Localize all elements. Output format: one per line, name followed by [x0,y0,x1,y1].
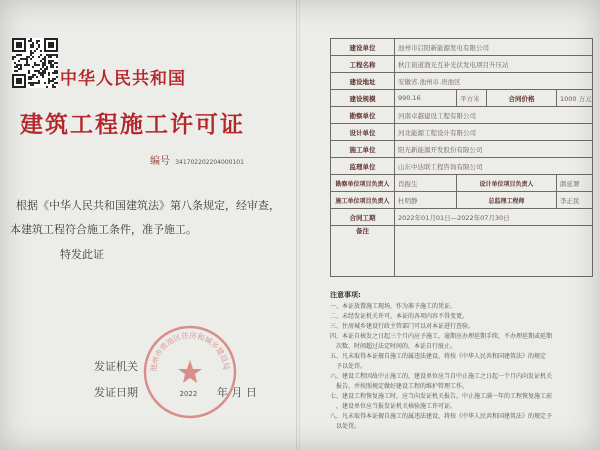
project-info-table [330,38,593,277]
table-row [331,141,593,158]
qr-code-icon [12,38,58,88]
issue-date-label: 发证日期 [94,386,138,399]
note-item: 以处罚。 [336,423,361,430]
scale-value: 990.16 [395,90,457,107]
country-heading: 中华人民共和国 [60,69,186,89]
remark-label: 备注 [331,226,395,277]
price-cell [557,90,593,107]
contract-period-value: 2022年01月01日—2022年07月30日 [395,209,593,226]
note-item: 一、本证放置施工现场，作为准予施工的凭证。 [330,303,457,310]
table-row [331,209,593,226]
note-item: 七、建设工程恢复施工时，应当向发证机关报告，中止施工满一年的工程恢复施工前 [330,393,553,400]
chief-supervisor-label: 总监理工程师 [457,192,557,209]
issue-year: 2022 [179,390,198,398]
official-seal-icon [140,322,240,422]
serial-number [150,152,244,167]
note-item: 次数、时间超过法定时间的，本证自行废止。 [336,343,457,350]
table-row [331,90,593,107]
serial-value: 341702202204000101 [175,159,244,166]
table-row [331,73,593,90]
project-name-label: 工程名称 [331,56,395,73]
price-unit: 万元 [578,94,592,103]
price-value: 1000 [560,94,577,103]
serial-label: 编号 [150,156,170,167]
notes-section [330,290,592,432]
special-note: 特发此证 [60,248,104,261]
seal-text: 池州市贵池区住房和城乡建设局 [148,330,232,373]
issuer-label: 发证机关 [94,360,138,373]
note-item: 八、凡未取得本证擅自施工的属违法建设，将按《中华人民共和国建筑法》的规定予 [330,413,553,420]
scale-unit: 平方米 [457,90,487,107]
design-label: 设计单位 [331,124,395,141]
note-item: ，建设单位应当报发证机关核验施工许可证。 [336,403,457,410]
note-item: 五、凡未取得本证擅自施工的属违法建设，将按《中华人民共和国建筑法》的规定 [330,353,547,360]
design-pm-label: 设计单位项目负责人 [457,175,557,192]
notes-title: 注意事项: [330,291,361,299]
builder-label: 建设单位 [331,39,395,56]
construction-label: 施工单位 [331,141,395,158]
table-row [331,107,593,124]
table-row [331,39,593,56]
certificate-body [10,194,295,242]
construction-value: 阳光新能源开发股份有限公司 [395,141,593,158]
note-item: 二、未经发证机关许可，本证的各项内容不得变更。 [330,313,469,320]
builder-value: 池州市启阳新能源发电有限公司 [395,39,593,56]
price-label: 合同价格 [487,90,557,107]
construction-pm-label: 施工单位项目负责人 [331,192,395,209]
note-item: 报告，并按照规定做好建设工程的维护管理工作。 [336,383,469,390]
design-pm-value: 颜延署 [557,175,593,192]
survey-value: 河南卓越建设工程有限公司 [395,107,593,124]
page-fold [296,0,300,450]
address-label: 建设地址 [331,73,395,90]
certificate-details [320,0,600,450]
address-value: 安徽省.池州市.贵池区 [395,73,593,90]
note-item: 四、本证自核发之日起三个月内应予施工，逾期应办理延期手续，不办理延期或延期 [330,333,553,340]
issue-ymd: 年 月 日 [216,386,257,399]
note-item: 六、建设工程因故中止施工的，建设单位应当自中止施工之日起一个月内向发证机关 [330,373,553,380]
table-row [331,56,593,73]
table-row [331,192,593,209]
table-row [331,175,593,192]
table-row [331,158,593,175]
certificate-title: 建筑工程施工许可证 [20,111,245,138]
table-row [331,226,593,277]
chief-supervisor-value: 李正民 [557,192,593,209]
survey-label: 勘察单位 [331,107,395,124]
survey-pm-label: 勘察单位项目负责人 [331,175,395,192]
design-value: 河北能源工程设计有限公司 [395,124,593,141]
body-line-2: 本建筑工程符合施工条件，准予施工。 [10,223,197,236]
note-item: 予以处罚。 [336,363,367,370]
supervision-value: 山东中达联工程咨询有限公司 [395,158,593,175]
supervision-label: 监理单位 [331,158,395,175]
body-line-1: 根据《中华人民共和国建筑法》第八条规定，经审查， [16,199,280,212]
scale-label: 建设规模 [331,90,395,107]
note-item: 三、住房城乡建设行政主管部门可以对本证进行查验。 [330,323,475,330]
contract-period-label: 合同工期 [331,209,395,226]
construction-pm-value: 杜明静 [395,192,457,209]
table-row [331,124,593,141]
project-name-value: 秋江街道渔光互补光伏发电项目升压站 [395,56,593,73]
remark-value [395,226,593,277]
survey-pm-value: 肖振生 [395,175,457,192]
